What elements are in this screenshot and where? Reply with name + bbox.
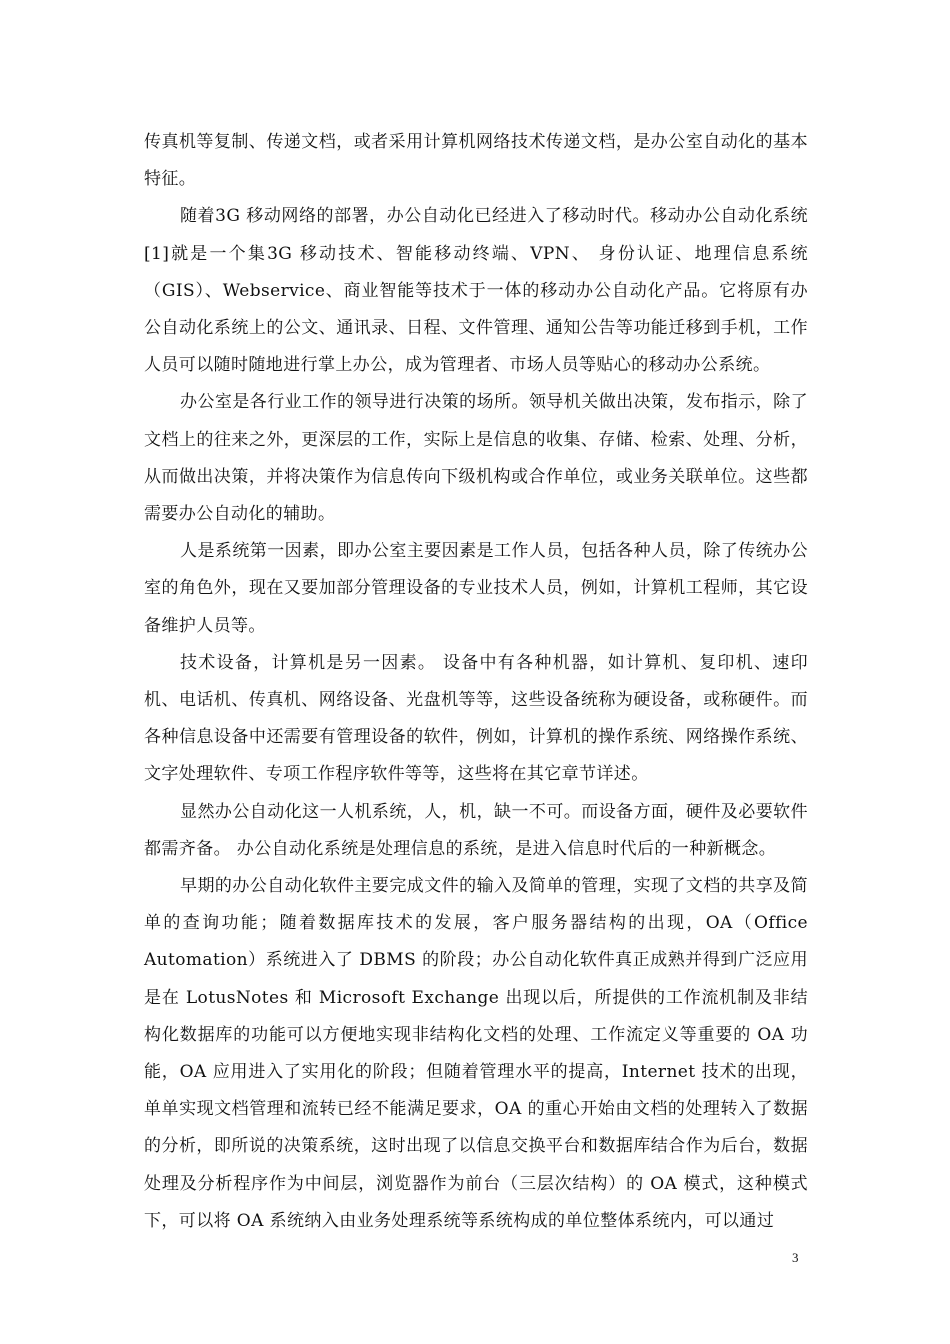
paragraph-1: 传真机等复制、传递文档，或者采用计算机网络技术传递文档，是办公室自动化的基本特征。 [144,132,808,190]
paragraph-5: 技术设备，计算机是另一因素。 设备中有各种机器，如计算机、复印机、速印机、电话机、传真机、网络设备、光盘机等等，这些设备统称为硬设备，或称硬件。而各种信息设备中还需要有管理设备的软件，例如，计算机的操作系统、网络操作系统、文字处理软件、专项工作程序软件等等，这些将在其它章节详述。 [144,652,808,785]
paragraph-4: 人是系统第一因素，即办公室主要因素是工作人员，包括各种人员，除了传统办公室的角色外，现在又要加部分管理设备的专业技术人员，例如，计算机工程师，其它设备维护人员等。 [144,541,808,636]
paragraph-2: 随着3G 移动网络的部署，办公自动化已经进入了移动时代。移动办公自动化系统[1]就是一个集3G 移动技术、智能移动终端、VPN、 身份认证、地理信息系统（GIS）、Webservice、商业智能等技术于一体的移动办公自动化产品。它将原有办公自动化系统上的公文、通讯录、日程、文件管理、通知公告等功能迁移到手机，工作人员可以随时随地进行掌上办公，成为管理者、市场人员等贴心的移动办公系统。 [144,206,808,376]
paragraph-7: 早期的办公自动化软件主要完成文件的输入及简单的管理，实现了文档的共享及简单的查询功能；随着数据库技术的发展，客户服务器结构的出现，OA（Office Automation）系统进入了 DBMS 的阶段；办公自动化软件真正成熟并得到广泛应用是在 LotusNotes 和 Microsoft Exchange 出现以后，所提供的工作流机制及非结构化数据库的功能可以方便地实现非结构化文档的处理、工作流定义等重要的 OA 功能，OA 应用进入了实用化的阶段；但随着管理水平的提高，Internet 技术的出现，单单实现文档管理和流转已经不能满足要求，OA 的重心开始由文档的处理转入了数据的分析，即所说的决策系统，这时出现了以信息交换平台和数据库结合作为后台，数据处理及分析程序作为中间层，浏览器作为前台（三层次结构）的 OA 模式，这种模式下，可以将 OA 系统纳入由业务处理系统等系统构成的单位整体系统内，可以通过 [144,876,808,1231]
paragraph-6: 显然办公自动化这一人机系统，人，机，缺一不可。而设备方面，硬件及必要软件都需齐备。 办公自动化系统是处理信息的系统，是进入信息时代后的一种新概念。 [144,801,808,859]
paragraph-3: 办公室是各行业工作的领导进行决策的场所。领导机关做出决策，发布指示，除了文档上的往来之外，更深层的工作，实际上是信息的收集、存储、检索、处理、分析，从而做出决策，并将决策作为信息传向下级机构或合作单位，或业务关联单位。这些都需要办公自动化的辅助。 [144,392,808,525]
page-number: 3 [792,1250,799,1265]
body-text [144,124,808,1240]
